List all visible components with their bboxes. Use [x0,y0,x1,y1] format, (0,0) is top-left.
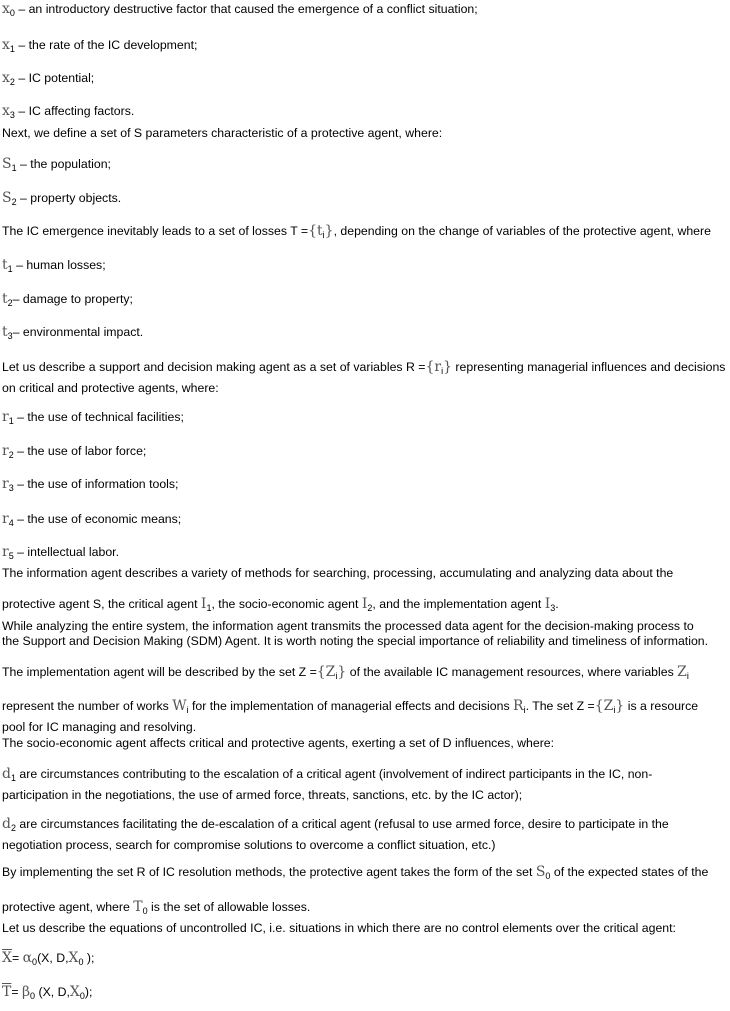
text-line [2,985,92,1004]
math-subscript: i [686,671,689,681]
math-symbol: {Z [316,664,336,680]
math-subscript: 2 [8,450,14,460]
math-symbol: } [443,359,452,375]
math-subscript: 3 [9,110,15,120]
text-run: protective agent, where [2,900,134,914]
text-line [2,951,94,970]
text-line [2,71,94,90]
text-run: – IC affecting factors. [14,104,135,118]
text-run: By implementing the set R of IC resolution methods, the protective agent takes the form of the set [2,865,536,879]
text-line [2,191,121,210]
text-run: the Support and Decision Making (SDM) Agent. It is worth noting the special importance of reliability and timeliness of information. [2,634,709,648]
text-run: Let us describe the equations of uncontrolled IC, i.e. situations in which there are no control elements over the critical agent: [2,921,676,935]
math-subscript: 0 [30,991,36,1001]
text-run: The IC emergence inevitably leads to a set of losses T = [2,224,309,238]
math-subscript: i [613,705,616,715]
text-line [2,597,559,616]
text-line [2,699,698,718]
text-run: protective agent S, the critical agent [2,597,201,611]
math-symbol: x [2,37,10,53]
text-line [2,126,442,141]
text-run: . [555,597,559,611]
text-run: While analyzing the entire system, the information agent transmits the processed data agent for the decision-making process to [2,619,694,633]
math-symbol: S [535,864,546,880]
text-run: = [11,951,23,965]
text-run: – the use of information tools; [13,477,179,491]
text-run: represent the number of works [2,699,173,713]
math-symbol: r [2,544,9,560]
math-subscript: i [335,671,338,681]
text-line [2,921,676,936]
math-symbol: d [2,766,11,782]
math-symbol: x [2,70,10,86]
math-subscript: 0 [79,991,85,1001]
text-line [2,224,711,243]
text-run: The socio-economic agent affects critical and protective agents, exerting a set of D influences, where: [2,736,555,750]
text-line [2,258,106,277]
text-run: The implementation agent will be described by the set Z = [2,665,317,679]
text-line [2,619,694,634]
math-symbol: t [2,291,8,307]
math-symbol-overline: $\overline{T}$ [2,984,12,1000]
math-symbol: T [133,899,143,915]
text-line [2,900,310,919]
text-run: participation in the negotiations, the use of armed force, threats, sanctions, etc. by the IC actor); [2,788,523,802]
math-subscript: 2 [9,77,15,87]
math-symbol: S [2,156,12,172]
text-run: (X, D, [37,951,69,965]
math-symbol: β [21,984,31,1000]
text-run: – an introductory destructive factor that caused the emergence of a conflict situation; [14,2,478,16]
text-run: – the use of labor force; [13,444,147,458]
text-run: , depending on the change of variables of the protective agent, where [333,224,711,238]
text-run: – property objects. [16,191,122,205]
text-run: . The set Z = [525,699,595,713]
math-symbol: X [69,984,80,1000]
math-symbol: x [2,1,10,17]
text-run: of the expected states of the [550,865,709,879]
text-run: – the rate of the IC development; [14,38,198,52]
text-run: are circumstances contributing to the escalation of a critical agent (involvement of indirect participants in the IC, non- [15,767,653,781]
math-subscript: i [186,705,189,715]
math-subscript: 1 [8,416,14,426]
math-symbol: r [2,476,9,492]
math-symbol: {Z [594,698,614,714]
text-line [2,788,522,803]
text-line [2,566,673,581]
math-symbol: W [172,698,187,714]
math-symbol: S [2,190,12,206]
math-symbol: I [544,596,551,612]
math-symbol: I [361,596,368,612]
math-symbol: } [615,698,625,714]
text-line [2,665,689,684]
math-subscript: 1 [11,163,17,173]
math-symbol: t [2,324,8,340]
math-symbol-overline: $\overline{X}$ [2,950,12,966]
math-subscript: 4 [8,518,14,528]
math-subscript: 1 [206,603,212,613]
math-subscript: i [441,366,444,376]
math-symbol: r [2,443,9,459]
math-subscript: 2 [7,298,13,308]
text-run: The information agent describes a variety of methods for searching, processing, accumulating and analyzing data about the [2,566,674,580]
math-symbol: {r [425,359,442,375]
text-run: are circumstances facilitating the de-escalation of a critical agent (refusal to use armed force, desire to participate in the [15,817,669,831]
text-run: – environmental impact. [12,325,144,339]
text-run: , the socio-economic agent [211,597,362,611]
text-run: ); [84,985,93,999]
math-symbol: t [2,257,8,273]
math-symbol: I [200,596,207,612]
math-subscript: 0 [32,957,38,967]
text-run: , and the implementation agent [372,597,545,611]
math-symbol: X [68,950,79,966]
text-line [2,292,133,311]
text-run: for the implementation of managerial effects and decisions [188,699,514,713]
text-run: Let us describe a support and decision making agent as a set of variables R = [2,360,426,374]
math-subscript: 2 [367,603,373,613]
text-line [2,38,197,57]
text-run: negotiation process, search for compromise solutions to overcome a conflict situation, etc.) [2,838,496,852]
text-run: of the available IC management resources, where variables [346,665,678,679]
text-line [2,410,184,429]
text-run: representing managerial influences and decisions [452,360,726,374]
math-symbol: } [337,664,347,680]
math-subscript: i [523,705,526,715]
text-line [2,381,219,396]
math-subscript: 3 [8,483,14,493]
math-subscript: 0 [78,957,84,967]
text-run: = [11,985,22,999]
text-line [2,838,495,853]
math-symbol: R [513,698,524,714]
text-run: – IC potential; [14,71,95,85]
math-subscript: i [322,230,325,240]
text-line [2,865,708,884]
math-symbol: } [324,223,334,239]
text-run: – the use of economic means; [13,512,182,526]
math-subscript: 3 [7,331,13,341]
text-run: – the use of technical facilities; [13,410,184,424]
math-symbol: d [2,816,11,832]
math-symbol: r [2,511,9,527]
math-subscript: 3 [550,603,556,613]
math-subscript: 5 [8,551,14,561]
text-run: is a resource [624,699,699,713]
math-subscript: 2 [10,823,16,833]
math-subscript: 1 [7,264,13,274]
text-run: is the set of allowable losses. [147,900,311,914]
math-subscript: 2 [11,197,17,207]
text-line [2,767,652,786]
text-run: pool for IC managing and resolving. [2,720,197,734]
text-line [2,104,134,123]
math-symbol: Z [677,664,687,680]
math-symbol: α [22,950,33,966]
math-symbol: x [2,103,10,119]
text-line [2,157,111,176]
math-subscript: 0 [9,8,15,18]
text-run: – damage to property; [12,292,133,306]
math-subscript: 0 [142,906,148,916]
text-line [2,634,708,649]
math-subscript: 1 [10,773,16,783]
text-run: on critical and protective agents, where: [2,381,219,395]
text-line [2,736,554,751]
text-run: – human losses; [12,258,106,272]
text-run: – intellectual labor. [13,545,119,559]
text-line [2,2,478,21]
text-line [2,512,181,531]
text-line [2,325,143,344]
math-subscript: 1 [9,44,15,54]
math-symbol: r [2,409,9,425]
text-line [2,817,669,836]
text-line [2,360,725,379]
text-run: Next, we define a set of S parameters characteristic of a protective agent, where: [2,126,443,140]
text-run: ); [83,951,95,965]
text-run: (X, D, [35,985,70,999]
text-line [2,720,196,735]
text-line [2,477,178,496]
math-symbol: {t [308,223,323,239]
text-line [2,444,146,463]
text-run: – the population; [16,157,111,171]
math-subscript: 0 [545,871,551,881]
text-line [2,545,119,564]
